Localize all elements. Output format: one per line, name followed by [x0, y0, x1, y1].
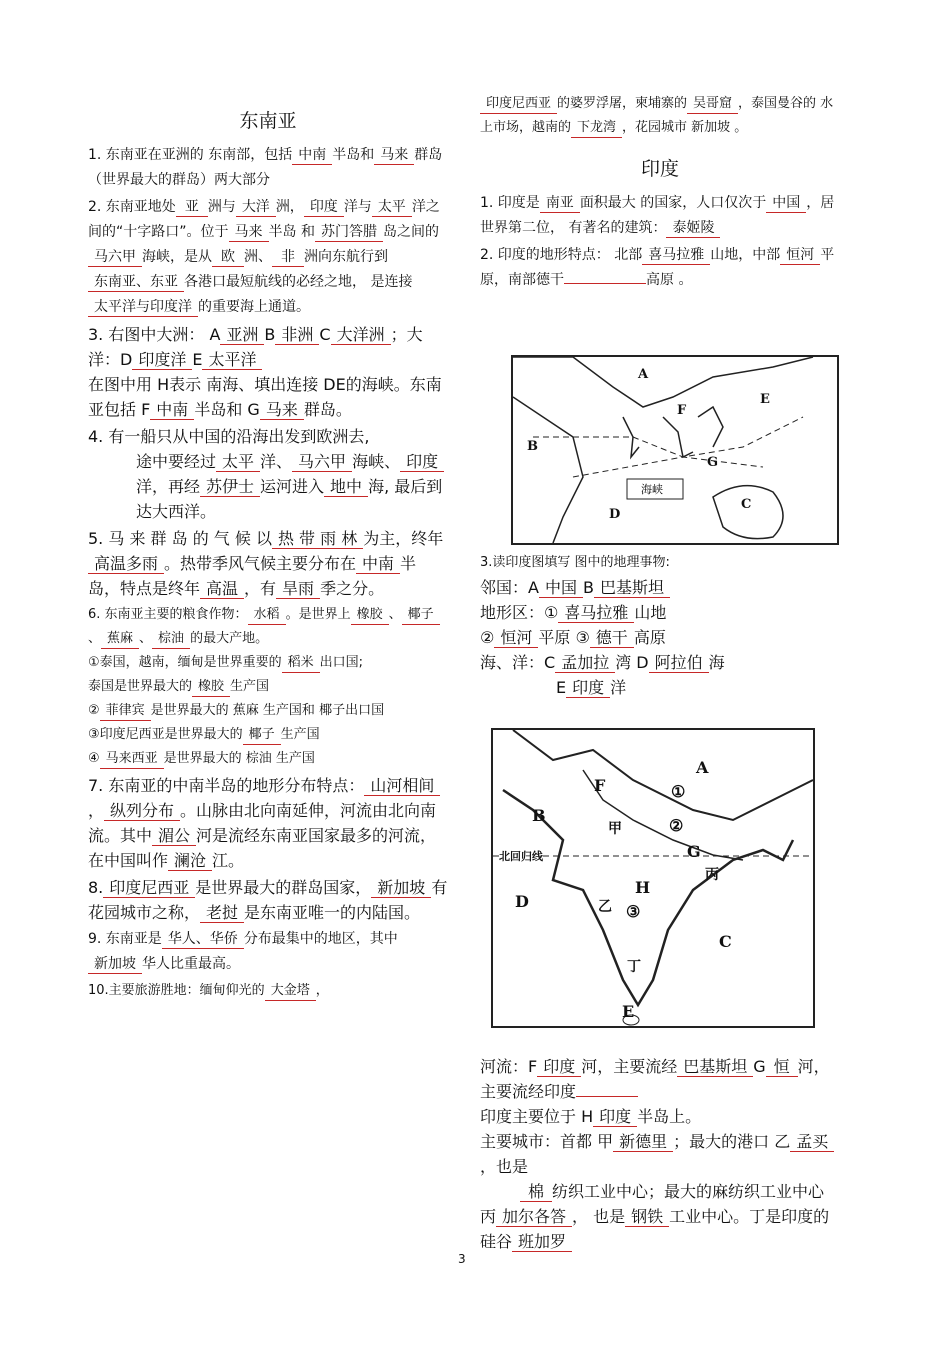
text: 工业中心。丁是印度的硅谷 — [480, 1207, 830, 1251]
answer-field: 太平 — [216, 453, 260, 472]
text: 河，主要流经 — [581, 1057, 678, 1076]
answer-field: 橡胶 — [351, 606, 389, 625]
answer-field: 泰姬陵 — [666, 219, 720, 238]
map2-label-G: G — [687, 842, 701, 861]
map2-label-A: A — [696, 758, 709, 777]
text: 海峡，是从 — [142, 249, 212, 265]
text: 的重要海上通道。 — [198, 299, 310, 315]
question-1 — [88, 143, 448, 193]
answer-field: 纵列分布 — [104, 802, 180, 821]
text: 3.读印度图填写 图中的地理事物: — [480, 555, 670, 570]
map2-label-1: ① — [671, 782, 686, 801]
text: 4. 有一船只从中国的沿海出发到欧洲去, — [88, 427, 370, 446]
text: 是世界最大的 蕉麻 生产国和 椰子出口国 — [150, 703, 385, 718]
answer-field: 加尔各答 — [496, 1208, 572, 1227]
map1-label-D: D — [609, 507, 621, 522]
answer-field: 水稻 — [248, 606, 286, 625]
answer-field: 欧 — [212, 248, 244, 267]
map2-label-2: ② — [669, 816, 684, 835]
text: 海, 最后到达大西洋。 — [136, 477, 443, 521]
text: 出口国; — [319, 655, 364, 670]
answer-field: 钢铁 — [625, 1208, 669, 1227]
answer-field: 印度 — [566, 679, 610, 698]
answer-field: 马来 — [229, 223, 269, 242]
answer-field: 棕油 — [152, 630, 190, 649]
text: ，居世界第二位， 有著名的建筑： — [480, 195, 835, 236]
text: ② — [480, 628, 495, 647]
answer-field: 印度 — [593, 1108, 637, 1127]
text: 河流：F — [480, 1057, 538, 1076]
text: 群岛（世界最大的群岛）两大部分 — [88, 147, 443, 188]
answer-field: 苏门答腊 — [315, 223, 383, 242]
answer-field: 班加罗 — [512, 1233, 572, 1252]
text: 山地，中部 — [710, 247, 781, 263]
text: 分布最集中的地区，其中 — [243, 931, 398, 947]
text: 5. 马 来 群 岛 的 气 候 以 — [88, 529, 272, 548]
text: 生产国 — [280, 727, 320, 742]
answer-field: 喜马拉雅 — [642, 246, 710, 265]
text: 泰国是世界最大的 — [88, 679, 193, 694]
text: 途中要经过 — [136, 452, 217, 471]
answer-field: 湄公 — [152, 827, 196, 846]
text: 纺织工业中心；最大的麻纺织工业中心 丙 — [480, 1182, 825, 1226]
answer-field: 太平洋与印度洋 — [88, 298, 198, 317]
answer-field: 孟买 — [790, 1133, 834, 1152]
answer-field: 地中 — [324, 478, 368, 497]
map1-label-E: E — [760, 392, 770, 407]
map1-label-C: C — [741, 497, 752, 512]
text: 半岛，特点是终年 — [88, 554, 417, 598]
answer-field: 德干 — [590, 629, 634, 648]
answer-field: 椰子 — [402, 606, 440, 625]
map1-label-B: B — [527, 439, 538, 454]
text: ，泰国曼谷的 水上市场，越南的 — [480, 96, 834, 135]
question-7 — [88, 773, 448, 873]
answer-field: 澜沧 — [168, 852, 212, 871]
text: ；大洋：D — [88, 325, 423, 369]
text: 的最大产地。 — [190, 631, 269, 646]
text: 洋，再经 — [136, 477, 201, 496]
answer-field: 喜马拉雅 — [558, 604, 634, 623]
text: 、 — [88, 631, 102, 646]
map1-label-F: F — [677, 403, 687, 418]
answer-field: 中国 — [766, 194, 806, 213]
text: 是世界最大的 棕油 生产国 — [163, 751, 315, 766]
question-10 — [88, 979, 448, 1003]
text: 、 — [139, 631, 153, 646]
text: ；最大的港口 乙 — [673, 1132, 791, 1151]
text: ，花园城市 新加坡 。 — [622, 120, 748, 135]
answer-field: 高温 — [200, 580, 244, 599]
answer-field: 橡胶 — [192, 678, 230, 697]
text: E — [192, 350, 203, 369]
text: ， 也是 — [572, 1207, 626, 1226]
answer-field: 太平 — [372, 198, 412, 217]
text: 生产国 — [230, 679, 270, 694]
answer-field: 新德里 — [613, 1133, 673, 1152]
text: 洲与 — [207, 199, 236, 215]
southeast-asia-map — [511, 355, 839, 545]
answer-field: 棉 — [520, 1183, 552, 1202]
answer-field: 印度 — [537, 1058, 581, 1077]
answer-field: 亚 — [176, 198, 208, 217]
text: 华人比重最高。 — [142, 956, 240, 972]
text: 海 — [708, 653, 725, 672]
map2-label-yi: 乙 — [598, 899, 612, 915]
map2-label-bing: 丙 — [705, 867, 719, 883]
text: 海峡、 — [352, 452, 401, 471]
answer-field: 中南 — [150, 401, 194, 420]
answer-field — [576, 1096, 638, 1097]
question-5 — [88, 526, 448, 601]
question-4 — [88, 424, 448, 524]
text: 。是世界上 — [285, 607, 351, 622]
map1-label-A: A — [638, 367, 649, 382]
answer-field: 新加坡 — [88, 955, 142, 974]
question-10-continued — [480, 92, 840, 140]
answer-field: 吴哥窟 — [687, 95, 738, 114]
text: 半岛上。 — [637, 1107, 702, 1126]
text: 2. 东南亚地处 — [88, 199, 176, 215]
text: 印度主要位于 H — [480, 1107, 594, 1126]
text: ④ — [88, 751, 100, 766]
text: 为主，终年 — [363, 529, 444, 548]
answer-field: 恒河 — [494, 629, 538, 648]
text: ② — [88, 703, 100, 718]
text: 半岛和 — [332, 147, 375, 163]
answer-field: 蕉麻 — [101, 630, 139, 649]
text: 洲， — [275, 199, 304, 215]
text: 主要城市：首都 甲 — [480, 1132, 614, 1151]
text: ，也是 — [480, 1157, 529, 1176]
india-map-drawing — [493, 730, 813, 1026]
answer-field: 印度 — [304, 198, 344, 217]
answer-field: 非 — [272, 248, 304, 267]
answer-field: 新加坡 — [371, 879, 431, 898]
map2-label-3: ③ — [626, 902, 641, 921]
india-question-3 — [480, 548, 840, 700]
answer-field: 大洋 — [236, 198, 276, 217]
india-question-4 — [480, 1054, 840, 1254]
text: 在图中用 H表示 南海、填出连接 DE的海峡。东南亚包括 F — [88, 375, 442, 419]
answer-field: 马六甲 — [88, 248, 142, 267]
text: 的婆罗浮屠，柬埔寨的 — [557, 96, 688, 111]
text: 7. 东南亚的中南半岛的地形分布特点： — [88, 776, 365, 795]
text: 洋 — [610, 678, 627, 697]
section-title-southeast-asia: 东南亚 — [239, 110, 297, 132]
text: 半岛 和 — [268, 224, 315, 240]
answer-field: 热 带 雨 林 — [272, 530, 363, 549]
text: 岛之间的 — [382, 224, 439, 240]
answer-field: 印度尼西亚 — [480, 95, 557, 114]
answer-field: 恒 — [766, 1058, 798, 1077]
question-3 — [88, 322, 448, 422]
map2-label-B: B — [532, 806, 546, 825]
answer-field: 大金塔 — [265, 982, 316, 1001]
text: 河是流经东南亚国家最多的河流， 在中国叫作 — [88, 826, 437, 870]
text: 山地 — [634, 603, 667, 622]
text: 各港口最短航线的必经之地， 是连接 — [184, 274, 413, 290]
answer-field: 菲律宾 — [100, 702, 151, 721]
page-number: 3 — [458, 1252, 466, 1266]
india-question-1 — [480, 191, 840, 241]
text: 6. 东南亚主要的粮食作物： — [88, 607, 248, 622]
text: 是世界最大的群岛国家， — [195, 878, 372, 897]
text: 海、洋：C — [480, 653, 556, 672]
answer-field: 孟加拉 — [555, 654, 615, 673]
map2-label-C: C — [719, 932, 732, 951]
text: 1. 东南亚在亚洲的 东南部，包括 — [88, 147, 293, 163]
text: 洋与 — [343, 199, 372, 215]
answer-field: 太平洋 — [202, 351, 262, 370]
text: 2. 印度的地形特点： 北部 — [480, 247, 643, 263]
text: 洲向东航行到 — [304, 249, 388, 265]
text: 河，主要流经印度 — [480, 1057, 830, 1101]
answer-field: 旱雨 — [276, 580, 320, 599]
answer-field: 印度洋 — [132, 351, 192, 370]
question-8 — [88, 875, 448, 925]
text: 8. — [88, 878, 104, 897]
text: 有花园城市之称， — [88, 878, 448, 922]
southeast-asia-map-drawing — [513, 357, 837, 543]
question-6 — [88, 603, 448, 771]
text: 洲、 — [244, 249, 272, 265]
map2-label-H: H — [635, 878, 651, 897]
answer-field: 印度 — [400, 453, 444, 472]
question-2 — [88, 195, 448, 320]
answer-field: 巴基斯坦 — [594, 579, 670, 598]
text: 半岛和 G — [194, 400, 260, 419]
answer-field: 中南 — [356, 555, 400, 574]
india-question-2 — [480, 243, 840, 293]
text: 10.主要旅游胜地：缅甸仰光的 — [88, 983, 265, 998]
answer-field: 高温多雨 — [88, 555, 164, 574]
text: 邻国：A — [480, 578, 539, 597]
text: 3. 右图中大洲： A — [88, 325, 221, 344]
text: 。山脉由北向南延伸，河流由北向南流。其中 — [88, 801, 437, 845]
answer-field: 恒河 — [780, 246, 820, 265]
answer-field: 马来西亚 — [100, 750, 164, 769]
question-9 — [88, 927, 448, 977]
answer-field: 马六甲 — [292, 453, 352, 472]
answer-field: 亚洲 — [220, 326, 264, 345]
answer-field: 中国 — [539, 579, 583, 598]
text: 9. 东南亚是 — [88, 931, 162, 947]
answer-field: 山河相间 — [364, 777, 440, 796]
text: 面积最大 的国家，人口仅次于 — [579, 195, 767, 211]
text: 。热带季风气候主要分布在 — [164, 554, 357, 573]
answer-field: 苏伊士 — [200, 478, 260, 497]
answer-field: 东南亚、东亚 — [88, 273, 184, 292]
answer-field: 稻米 — [282, 654, 320, 673]
map2-label-jia: 甲 — [608, 821, 622, 837]
answer-field: 椰子 — [243, 726, 281, 745]
answer-field: 印度尼西亚 — [103, 879, 195, 898]
answer-field: 非洲 — [275, 326, 319, 345]
text: ， — [88, 801, 105, 820]
answer-field: 阿拉伯 — [649, 654, 709, 673]
right-column — [480, 92, 840, 295]
text: E — [556, 678, 567, 697]
text: 平原 ③ — [538, 628, 590, 647]
text: C — [319, 325, 331, 344]
strait-label: 海峡 — [641, 483, 663, 496]
tropic-of-cancer-label: 北回归线 — [499, 850, 543, 863]
map2-label-F: F — [594, 776, 606, 795]
answer-field: 下龙湾 — [571, 119, 622, 138]
answer-field — [564, 283, 646, 284]
map1-label-G: G — [707, 455, 719, 470]
text: 高原 — [633, 628, 666, 647]
text: 1. 印度是 — [480, 195, 540, 211]
text: 、 — [388, 607, 402, 622]
text: ①泰国，越南，缅甸是世界重要的 — [88, 655, 282, 670]
text: 洋、 — [260, 452, 293, 471]
text: B — [264, 325, 276, 344]
answer-field: 老挝 — [200, 904, 244, 923]
text: B — [582, 578, 594, 597]
text: 平原，南部德干 — [480, 247, 835, 288]
text: 湾 D — [615, 653, 649, 672]
text: 地形区：① — [480, 603, 559, 622]
section-title-india: 印度 — [640, 158, 679, 180]
answer-field: 马来 — [374, 146, 414, 165]
text: 洋之间的“十字路口”。位于 — [88, 199, 440, 240]
text: 季之分。 — [320, 579, 385, 598]
text: ， — [315, 983, 329, 998]
india-map — [491, 728, 815, 1028]
map2-label-D: D — [515, 892, 529, 911]
text: 江。 — [212, 851, 245, 870]
left-column — [88, 100, 448, 1005]
text: 运河进入 — [260, 477, 325, 496]
answer-field: 南亚 — [540, 194, 580, 213]
text: 是东南亚唯一的内陆国。 — [244, 903, 421, 922]
map2-label-E: E — [622, 1002, 635, 1021]
answer-field: 华人、华侨 — [162, 930, 244, 949]
text: G — [753, 1057, 766, 1076]
text: 群岛。 — [303, 400, 352, 419]
answer-field: 巴基斯坦 — [677, 1058, 753, 1077]
answer-field: 马来 — [260, 401, 304, 420]
text: ，有 — [244, 579, 277, 598]
map2-label-ding: 丁 — [627, 959, 641, 975]
text: ③印度尼西亚是世界最大的 — [88, 727, 243, 742]
answer-field: 中南 — [292, 146, 332, 165]
answer-field: 大洋洲 — [331, 326, 391, 345]
text: 高原 。 — [646, 272, 693, 288]
question-4-body — [88, 449, 448, 524]
